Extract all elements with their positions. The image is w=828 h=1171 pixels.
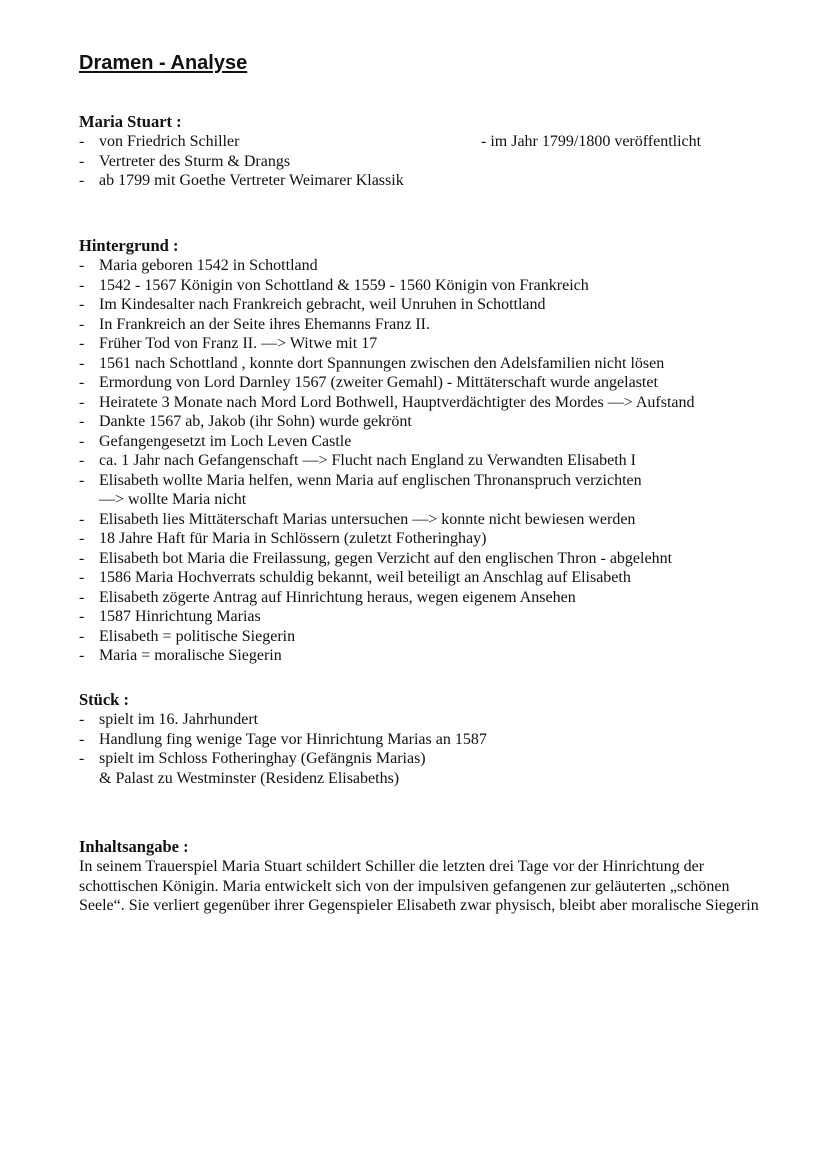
- bullet-dash: -: [79, 432, 85, 450]
- list-item: [79, 451, 759, 471]
- publication-note: - im Jahr 1799/1800 veröffentlicht: [481, 133, 702, 150]
- list-item-text: ca. 1 Jahr nach Gefangenschaft —> Flucht nach England zu Verwandten Elisabeth I: [99, 452, 636, 469]
- bullet-dash: -: [79, 413, 85, 430]
- list-item: [79, 334, 759, 354]
- list-item-text: 1587 Hinrichtung Marias: [99, 608, 261, 625]
- list-item-continuation: & Palast zu Westminster (Residenz Elisabeths): [99, 769, 400, 787]
- list-item: [79, 749, 759, 788]
- list-item: [79, 171, 759, 191]
- list-item: [79, 549, 759, 569]
- bullet-dash: -: [79, 452, 85, 469]
- list-item: [79, 295, 759, 315]
- bullet-dash: -: [79, 608, 85, 625]
- bullet-dash: -: [79, 549, 85, 567]
- maria-stuart-list: [79, 132, 759, 191]
- list-item-text: In Frankreich an der Seite ihres Ehemanns Franz II.: [99, 315, 430, 333]
- list-item-continuation: —> wollte Maria nicht: [99, 491, 247, 508]
- list-item-text: 1542 - 1567 Königin von Schottland & 1559 - 1560 Königin von Frankreich: [99, 276, 589, 294]
- list-item-text: Handlung fing wenige Tage vor Hinrichtung Marias an 1587: [99, 730, 487, 748]
- bullet-dash: -: [79, 569, 85, 586]
- list-item-text: Elisabeth bot Maria die Freilassung, gegen Verzicht auf den englischen Thron - abgelehnt: [99, 549, 673, 567]
- bullet-dash: -: [79, 730, 85, 748]
- section-inhaltsangabe: [79, 837, 759, 916]
- list-item: [79, 432, 759, 452]
- list-item: [79, 393, 759, 413]
- bullet-dash: -: [79, 296, 85, 313]
- bullet-dash: -: [79, 335, 85, 352]
- list-item-text: spielt im 16. Jahrhundert: [99, 711, 259, 728]
- list-item: [79, 373, 759, 393]
- list-item: [79, 471, 759, 510]
- list-item-text: Maria geboren 1542 in Schottland: [99, 257, 318, 274]
- list-item: [79, 627, 759, 647]
- list-item-text: Elisabeth zögerte Antrag auf Hinrichtung heraus, wegen eigenem Ansehen: [99, 588, 576, 606]
- bullet-dash: -: [79, 647, 85, 664]
- list-item: [79, 354, 759, 374]
- list-item-text: 1586 Maria Hochverrats schuldig bekannt, weil beteiligt an Anschlag auf Elisabeth: [99, 569, 631, 586]
- section-heading-hintergrund: Hintergrund :: [79, 236, 179, 255]
- list-item: [79, 529, 759, 549]
- list-item-text: Dankte 1567 ab, Jakob (ihr Sohn) wurde gekrönt: [99, 413, 412, 430]
- bullet-dash: -: [79, 627, 85, 645]
- bullet-dash: -: [79, 172, 85, 189]
- list-item-text: 1561 nach Schottland , konnte dort Spannungen zwischen den Adelsfamilien nicht lösen: [99, 354, 665, 372]
- bullet-dash: -: [79, 257, 85, 274]
- bullet-dash: -: [79, 133, 85, 150]
- list-item-text: Gefangengesetzt im Loch Leven Castle: [99, 432, 352, 450]
- list-item: [79, 152, 759, 172]
- list-item-text: Elisabeth wollte Maria helfen, wenn Maria auf englischen Thronanspruch verzichten: [99, 471, 642, 489]
- bullet-dash: -: [79, 530, 85, 547]
- list-item: [79, 256, 759, 276]
- bullet-dash: -: [79, 711, 85, 728]
- list-item: [79, 510, 759, 530]
- section-maria-stuart: [79, 112, 759, 191]
- document-title: Dramen - Analyse: [79, 52, 248, 74]
- section-heading-maria-stuart: Maria Stuart :: [79, 112, 182, 131]
- summary-paragraph: In seinem Trauerspiel Maria Stuart schildert Schiller die letzten drei Tage vor der Hinrichtung der schottischen Königin. Maria entwickelt sich von der impulsiven gefangenen zur geläuterten „schönen Seele“. Sie verliert gegenüber ihrer Gegenspieler Elisabeth zwar physisch, bleibt aber moralische Siegerin: [79, 858, 759, 914]
- list-item-text: von Friedrich Schiller: [99, 133, 240, 150]
- list-item: [79, 315, 759, 335]
- list-item-text: Heiratete 3 Monate nach Mord Lord Bothwell, Hauptverdächtigter des Mordes —> Aufstand: [99, 393, 695, 411]
- list-item-text: Im Kindesalter nach Frankreich gebracht, weil Unruhen in Schottland: [99, 296, 546, 313]
- bullet-dash: -: [79, 510, 85, 528]
- bullet-dash: -: [79, 393, 85, 411]
- list-item-text: Ermordung von Lord Darnley 1567 (zweiter Gemahl) - Mittäterschaft wurde angelastet: [99, 374, 658, 391]
- list-item-text: 18 Jahre Haft für Maria in Schlössern (zuletzt Fotheringhay): [99, 530, 487, 547]
- list-item-text: ab 1799 mit Goethe Vertreter Weimarer Klassik: [99, 172, 404, 189]
- list-item-text: Elisabeth lies Mittäterschaft Marias untersuchen —> konnte nicht bewiesen werden: [99, 510, 636, 528]
- list-item: [79, 568, 759, 588]
- bullet-dash: -: [79, 315, 85, 333]
- list-item-text: Maria = moralische Siegerin: [99, 647, 282, 664]
- list-item-text: Früher Tod von Franz II. —> Witwe mit 17: [99, 335, 378, 352]
- list-item: [79, 412, 759, 432]
- list-item: [79, 132, 759, 152]
- bullet-dash: -: [79, 152, 85, 170]
- list-item: [79, 730, 759, 750]
- hintergrund-list: [79, 256, 759, 666]
- list-item: [79, 607, 759, 627]
- list-item-text: Vertreter des Sturm & Drangs: [99, 152, 291, 170]
- section-stueck: [79, 690, 759, 788]
- list-item-text: Elisabeth = politische Siegerin: [99, 627, 296, 645]
- list-item-text: spielt im Schloss Fotheringhay (Gefängnis Marias): [99, 750, 426, 767]
- section-heading-inhaltsangabe: Inhaltsangabe :: [79, 837, 189, 856]
- section-hintergrund: [79, 236, 759, 666]
- list-item: [79, 588, 759, 608]
- list-item: [79, 710, 759, 730]
- list-item: [79, 646, 759, 666]
- list-item: [79, 276, 759, 296]
- bullet-dash: -: [79, 471, 85, 489]
- stueck-list: [79, 710, 759, 788]
- maria-stuart-list-wrapper: [79, 132, 759, 191]
- bullet-dash: -: [79, 374, 85, 391]
- bullet-dash: -: [79, 588, 85, 606]
- bullet-dash: -: [79, 750, 85, 767]
- bullet-dash: -: [79, 354, 85, 372]
- bullet-dash: -: [79, 276, 85, 294]
- section-heading-stueck: Stück :: [79, 690, 129, 709]
